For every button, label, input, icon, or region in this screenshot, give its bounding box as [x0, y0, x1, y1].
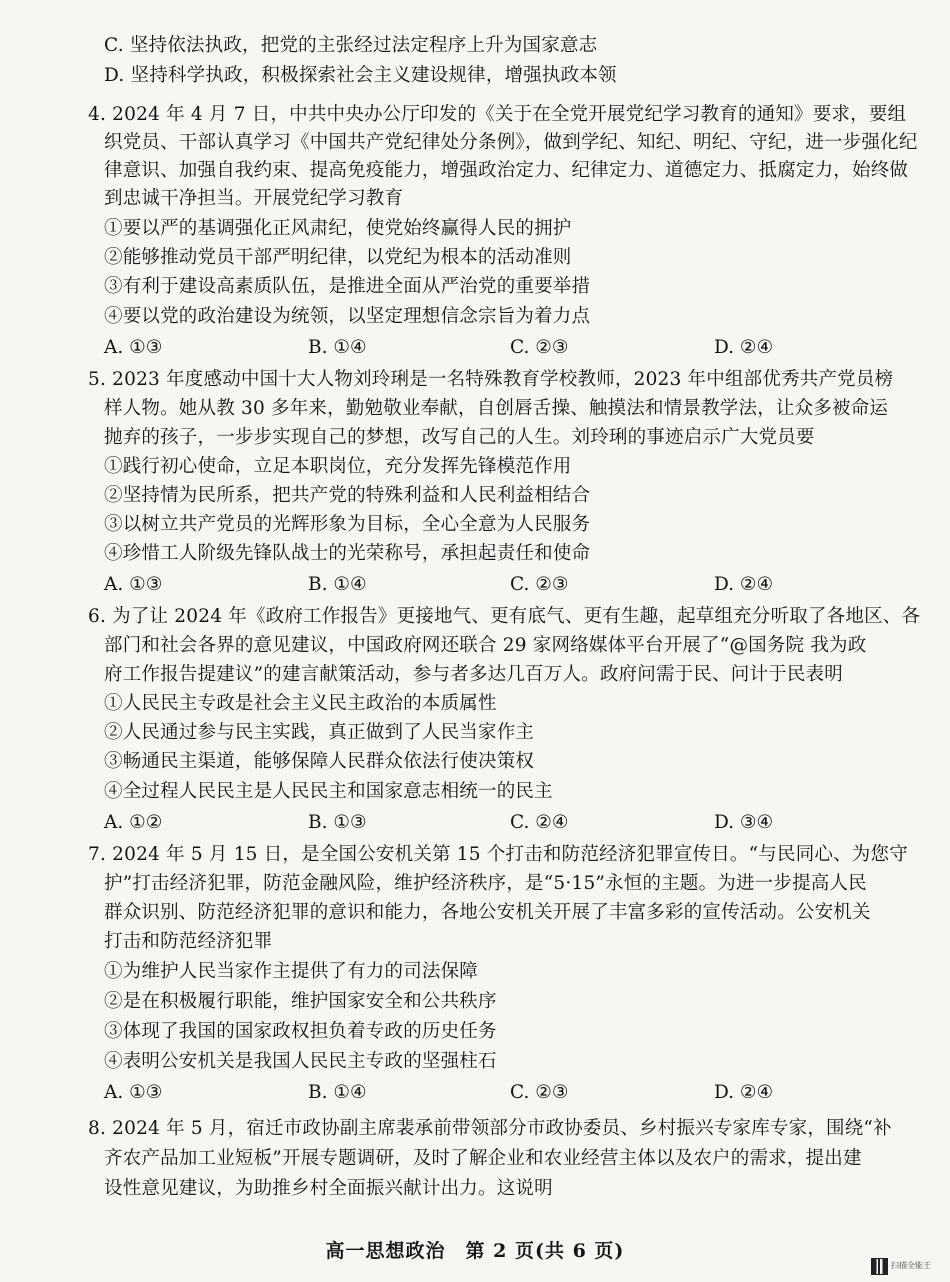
- answer-options: [104, 1081, 864, 1105]
- answer-options: [104, 811, 864, 835]
- page-footer: 高一思想政治 第 2 页(共 6 页): [325, 1240, 625, 1262]
- statement-item: ④全过程人民民主是人民民主和国家意志相统一的民主: [104, 781, 553, 802]
- statement-item: ④珍惜工人阶级先锋队战士的光荣称号，承担起责任和使命: [104, 543, 591, 564]
- statement-item: ①为维护人民当家作主提供了有力的司法保障: [104, 961, 479, 982]
- option-c[interactable]: C. ②③: [510, 337, 569, 358]
- answer-options: [104, 336, 864, 360]
- option-c[interactable]: C. ②④: [510, 812, 569, 833]
- question-stem-line: 群众识别、防范经济犯罪的意识和能力，各地公安机关开展了丰富多彩的宣传活动。公安机关: [104, 902, 871, 923]
- question-stem-line: 府工作报告提建议”的建言献策活动，参与者多达几百万人。政府问需于民、问计于民表明: [104, 664, 843, 685]
- question-stem-line: 抛弃的孩子，一步步实现自己的梦想，改写自己的人生。刘玲琍的事迹启示广大党员要: [104, 427, 815, 448]
- statement-item: ①人民民主专政是社会主义民主政治的本质属性: [104, 693, 497, 714]
- option-a[interactable]: A. ①③: [104, 574, 163, 595]
- option-a[interactable]: A. ①③: [104, 1082, 163, 1103]
- question-stem-line: 齐农产品加工业短板”开展专题调研，及时了解企业和农业经营主体以及农户的需求，提出建: [104, 1148, 862, 1169]
- question-stem-line: 打击和防范经济犯罪: [104, 931, 273, 952]
- question-stem-line: 样人物。她从教 30 多年来，勤勉敬业奉献，自创唇舌操、触摸法和情景教学法，让众多被命运: [104, 398, 889, 419]
- option-d[interactable]: D. ②④: [714, 337, 774, 358]
- option-c-prev: C. 坚持依法执政，把党的主张经过法定程序上升为国家意志: [104, 35, 598, 56]
- question-stem-line: 设性意见建议，为助推乡村全面振兴献计出力。这说明: [104, 1178, 553, 1199]
- statement-item: ③有利于建设高素质队伍，是推进全面从严治党的重要举措: [104, 276, 591, 297]
- statement-item: ②坚持情为民所系，把共产党的特殊利益和人民利益相结合: [104, 485, 591, 506]
- statement-item: ③畅通民主渠道，能够保障人民群众依法行使决策权: [104, 751, 535, 772]
- question-stem-line: 部门和社会各界的意见建议，中国政府网还联合 29 家网络媒体平台开展了“@国务院 我为政: [104, 635, 867, 656]
- statement-item: ②能够推动党员干部严明纪律，以党纪为根本的活动准则: [104, 247, 572, 268]
- option-a[interactable]: A. ①③: [104, 337, 163, 358]
- option-c[interactable]: C. ②③: [510, 574, 569, 595]
- option-b[interactable]: B. ①④: [308, 1082, 367, 1103]
- statement-item: ①践行初心使命，立足本职岗位，充分发挥先锋模范作用: [104, 456, 572, 477]
- scanner-watermark: [872, 1258, 944, 1276]
- option-b[interactable]: B. ①④: [308, 574, 367, 595]
- statement-item: ③以树立共产党员的光辉形象为目标，全心全意为人民服务: [104, 514, 591, 535]
- question-stem-line: 护”打击经济犯罪，防范金融风险，维护经济秩序，是“5·15”永恒的主题。为进一步提高人民: [104, 873, 867, 894]
- option-d[interactable]: D. ②④: [714, 574, 774, 595]
- option-b[interactable]: B. ①④: [308, 337, 367, 358]
- statement-item: ②是在积极履行职能，维护国家安全和公共秩序: [104, 991, 497, 1012]
- question-stem-line: 7. 2024 年 5 月 15 日，是全国公安机关第 15 个打击和防范经济犯罪宣传日。“与民同心、为您守: [88, 844, 908, 865]
- question-stem-line: 律意识、加强自我约束、提高免疫能力，增强政治定力、纪律定力、道德定力、抵腐定力，始终做: [104, 160, 909, 181]
- question-stem-line: 织党员、干部认真学习《中国共产党纪律处分条例》，做到学纪、知纪、明纪、守纪，进一步强化纪: [104, 132, 918, 153]
- scanner-label: 扫描全能王: [891, 1261, 931, 1270]
- question-stem-line: 8. 2024 年 5 月，宿迁市政协副主席裴承前带领部分市政协委员、乡村振兴专家库专家，围绕“补: [88, 1118, 892, 1139]
- question-stem-line: 6. 为了让 2024 年《政府工作报告》更接地气、更有底气、更有生趣，起草组充分听取了各地区、各: [88, 606, 921, 627]
- question-stem-line: 到忠诚干净担当。开展党纪学习教育: [104, 188, 404, 209]
- option-d[interactable]: D. ③④: [714, 812, 774, 833]
- option-d-prev: D. 坚持科学执政，积极探索社会主义建设规律，增强执政本领: [104, 65, 617, 86]
- question-stem-line: 5. 2023 年度感动中国十大人物刘玲琍是一名特殊教育学校教师，2023 年中组部优秀共产党员榜: [88, 369, 894, 390]
- question-stem-line: 4. 2024 年 4 月 7 日，中共中央办公厅印发的《关于在全党开展党纪学习教育的通知》要求，要组: [88, 104, 907, 125]
- option-c[interactable]: C. ②③: [510, 1082, 569, 1103]
- statement-item: ③体现了我国的国家政权担负着专政的历史任务: [104, 1021, 497, 1042]
- option-d[interactable]: D. ②④: [714, 1082, 774, 1103]
- statement-item: ④要以党的政治建设为统领，以坚定理想信念宗旨为着力点: [104, 306, 591, 327]
- statement-item: ②人民通过参与民主实践，真正做到了人民当家作主: [104, 722, 535, 743]
- statement-item: ①要以严的基调强化正风肃纪，使党始终赢得人民的拥护: [104, 218, 572, 239]
- qr-code-icon: [872, 1259, 887, 1274]
- option-b[interactable]: B. ①③: [308, 812, 367, 833]
- statement-item: ④表明公安机关是我国人民民主专政的坚强柱石: [104, 1051, 497, 1072]
- answer-options: [104, 573, 864, 597]
- option-a[interactable]: A. ①②: [104, 812, 163, 833]
